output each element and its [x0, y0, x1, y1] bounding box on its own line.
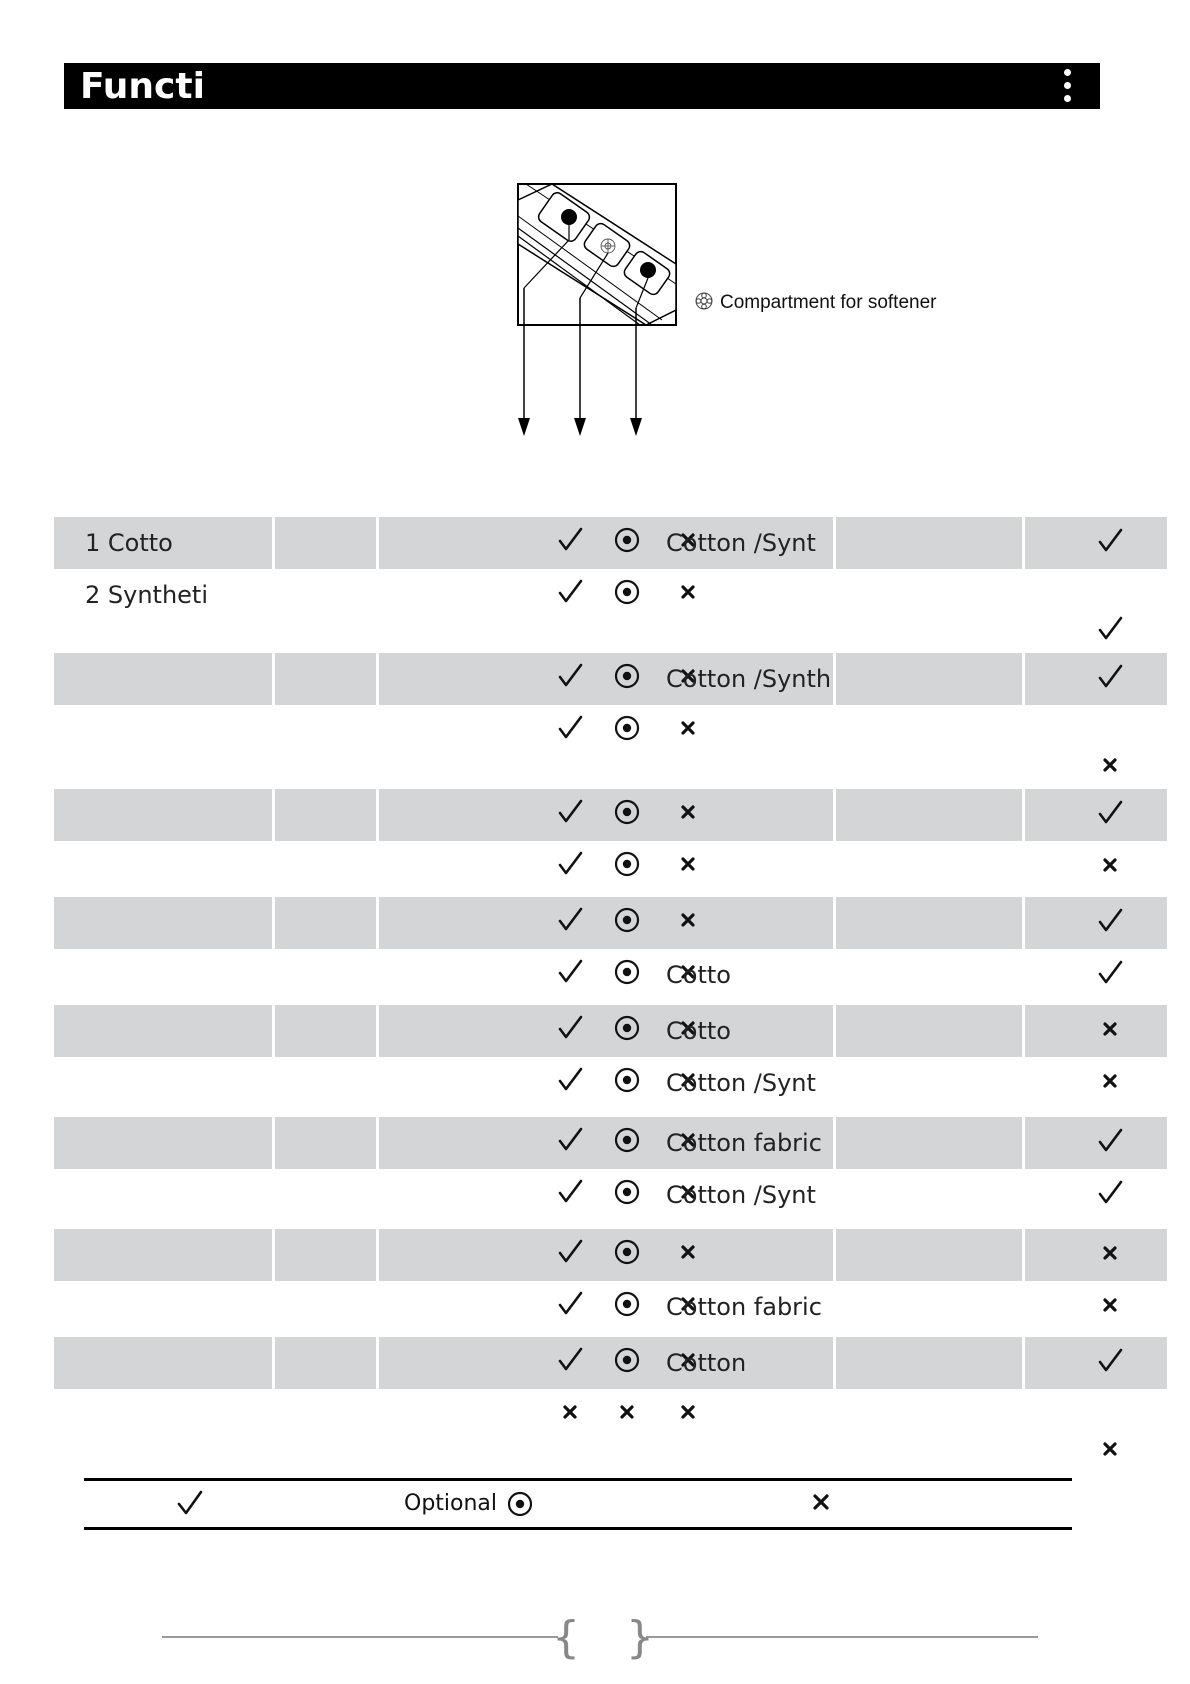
table-cell	[836, 653, 1022, 705]
table-cell	[54, 841, 272, 897]
section-title: Functi	[80, 66, 205, 107]
check-icon	[1096, 907, 1124, 935]
optional-icon	[613, 1346, 641, 1374]
symbol-legend	[84, 1478, 1072, 1530]
cross-icon	[674, 1398, 702, 1426]
optional-icon	[613, 1014, 641, 1042]
fabric-type: Cotton /Synth	[666, 665, 832, 693]
optional-icon	[613, 1066, 641, 1094]
table-cell	[275, 1389, 376, 1473]
footer-line-left	[162, 1636, 558, 1638]
table-cell	[836, 897, 1022, 949]
table-cell	[54, 1057, 272, 1117]
table-cell	[836, 1281, 1022, 1337]
cross-icon	[1096, 1015, 1124, 1043]
fabric-type: Cotton /Synt	[666, 529, 816, 557]
table-cell	[275, 1057, 376, 1117]
section-header	[64, 63, 1100, 109]
table-row	[54, 705, 1167, 789]
check-icon	[1096, 527, 1124, 555]
table-cell	[275, 1005, 376, 1057]
table-cell	[275, 569, 376, 653]
fabric-type: Cotton	[666, 1349, 747, 1377]
program-name: 1 Cotto	[85, 529, 173, 557]
legend-optional-label: Optional	[404, 1491, 498, 1516]
cross-icon	[1096, 1435, 1124, 1463]
table-cell	[379, 1389, 833, 1473]
check-icon	[556, 906, 584, 934]
footer-bracket-right: }	[626, 1612, 654, 1663]
optional-icon	[613, 906, 641, 934]
table-row	[54, 1117, 1167, 1169]
table-cell	[836, 705, 1022, 789]
check-icon	[1096, 799, 1124, 827]
table-cell	[836, 569, 1022, 653]
fabric-type: Cotton /Synt	[666, 1181, 816, 1209]
table-cell	[275, 789, 376, 841]
fabric-type: Cotton /Synt	[666, 1069, 816, 1097]
program-table	[54, 517, 1167, 1473]
table-cell	[379, 897, 833, 949]
legend-cross-icon	[810, 1491, 832, 1513]
check-icon	[556, 850, 584, 878]
cross-icon	[556, 1398, 584, 1426]
check-icon	[556, 1346, 584, 1374]
cross-icon	[1096, 1067, 1124, 1095]
table-cell	[54, 789, 272, 841]
table-row	[54, 1057, 1167, 1117]
cross-icon	[674, 906, 702, 934]
fabric-type: Cotto	[666, 961, 731, 989]
optional-icon	[613, 798, 641, 826]
check-icon	[1096, 959, 1124, 987]
optional-icon	[613, 958, 641, 986]
cross-icon	[1096, 751, 1124, 779]
table-row	[54, 653, 1167, 705]
table-cell	[379, 789, 833, 841]
table-cell	[836, 1229, 1022, 1281]
table-row	[54, 949, 1167, 1005]
table-cell	[275, 897, 376, 949]
table-row	[54, 1005, 1167, 1057]
table-row	[54, 789, 1167, 841]
table-cell	[379, 569, 833, 653]
check-icon	[556, 798, 584, 826]
table-cell	[275, 705, 376, 789]
table-cell	[54, 1229, 272, 1281]
table-cell	[54, 897, 272, 949]
table-cell	[275, 841, 376, 897]
table-cell	[54, 1337, 272, 1389]
legend-optional-icon	[506, 1490, 534, 1518]
table-row	[54, 1169, 1167, 1229]
table-row	[54, 897, 1167, 949]
table-cell	[54, 705, 272, 789]
cross-icon	[674, 714, 702, 742]
check-icon	[556, 662, 584, 690]
softener-label-text: Compartment for softener	[720, 292, 937, 313]
check-icon	[556, 958, 584, 986]
table-cell	[54, 1117, 272, 1169]
softener-compartment-label	[694, 291, 936, 314]
table-cell	[275, 949, 376, 1005]
table-cell	[379, 1229, 833, 1281]
optional-icon	[613, 578, 641, 606]
table-cell	[836, 841, 1022, 897]
footer-bracket-left: {	[552, 1612, 580, 1663]
table-cell	[275, 1169, 376, 1229]
table-cell	[836, 1337, 1022, 1389]
optional-icon	[613, 714, 641, 742]
cross-icon	[674, 798, 702, 826]
table-row	[54, 841, 1167, 897]
check-icon	[556, 1238, 584, 1266]
header-dots-icon	[1064, 69, 1072, 108]
check-icon	[1096, 1179, 1124, 1207]
table-cell	[54, 949, 272, 1005]
optional-icon	[613, 1290, 641, 1318]
program-name: 2 Syntheti	[85, 581, 209, 609]
table-cell	[836, 517, 1022, 569]
table-cell	[379, 1337, 833, 1389]
check-icon	[1096, 615, 1124, 643]
check-icon	[556, 714, 584, 742]
table-cell	[54, 1389, 272, 1473]
cross-icon	[613, 1398, 641, 1426]
table-cell	[54, 653, 272, 705]
cross-icon	[674, 850, 702, 878]
table-cell	[275, 1337, 376, 1389]
table-cell	[836, 1005, 1022, 1057]
table-cell	[275, 517, 376, 569]
cross-icon	[1096, 1291, 1124, 1319]
cross-icon	[674, 578, 702, 606]
table-cell	[836, 1169, 1022, 1229]
check-icon	[556, 526, 584, 554]
table-cell	[836, 949, 1022, 1005]
optional-icon	[613, 662, 641, 690]
check-icon	[556, 1014, 584, 1042]
table-cell	[379, 1005, 833, 1057]
drawer-illustration	[512, 180, 682, 440]
detergent-drawer-diagram	[512, 180, 682, 440]
softener-flower-icon	[694, 291, 714, 311]
table-cell	[379, 841, 833, 897]
fabric-type: Cotton fabric	[666, 1293, 822, 1321]
cross-icon	[674, 1238, 702, 1266]
table-row	[54, 1281, 1167, 1337]
optional-icon	[613, 526, 641, 554]
check-icon	[556, 1066, 584, 1094]
check-icon	[556, 578, 584, 606]
table-cell	[275, 653, 376, 705]
table-row	[54, 1337, 1167, 1389]
cross-icon	[1096, 1239, 1124, 1267]
check-icon	[1096, 1347, 1124, 1375]
table-cell	[275, 1117, 376, 1169]
check-icon	[556, 1178, 584, 1206]
footer-line-right	[646, 1636, 1038, 1638]
table-cell	[836, 1057, 1022, 1117]
fabric-type: Cotto	[666, 1017, 731, 1045]
optional-icon	[613, 850, 641, 878]
table-cell	[836, 1389, 1022, 1473]
table-cell	[836, 1117, 1022, 1169]
optional-icon	[613, 1178, 641, 1206]
cross-icon	[1096, 851, 1124, 879]
table-row	[54, 1229, 1167, 1281]
table-cell	[54, 1169, 272, 1229]
check-icon	[556, 1126, 584, 1154]
table-cell	[379, 949, 833, 1005]
table-cell	[275, 1281, 376, 1337]
table-cell	[275, 1229, 376, 1281]
optional-icon	[613, 1126, 641, 1154]
table-cell	[379, 705, 833, 789]
check-icon	[556, 1290, 584, 1318]
legend-check-icon	[176, 1489, 204, 1517]
table-cell	[836, 789, 1022, 841]
table-cell	[54, 1005, 272, 1057]
table-cell	[54, 1281, 272, 1337]
table-row	[54, 569, 1167, 653]
check-icon	[1096, 1127, 1124, 1155]
fabric-type: Cotton fabric	[666, 1129, 822, 1157]
table-row	[54, 517, 1167, 569]
optional-icon	[613, 1238, 641, 1266]
table-row	[54, 1389, 1167, 1473]
check-icon	[1096, 663, 1124, 691]
